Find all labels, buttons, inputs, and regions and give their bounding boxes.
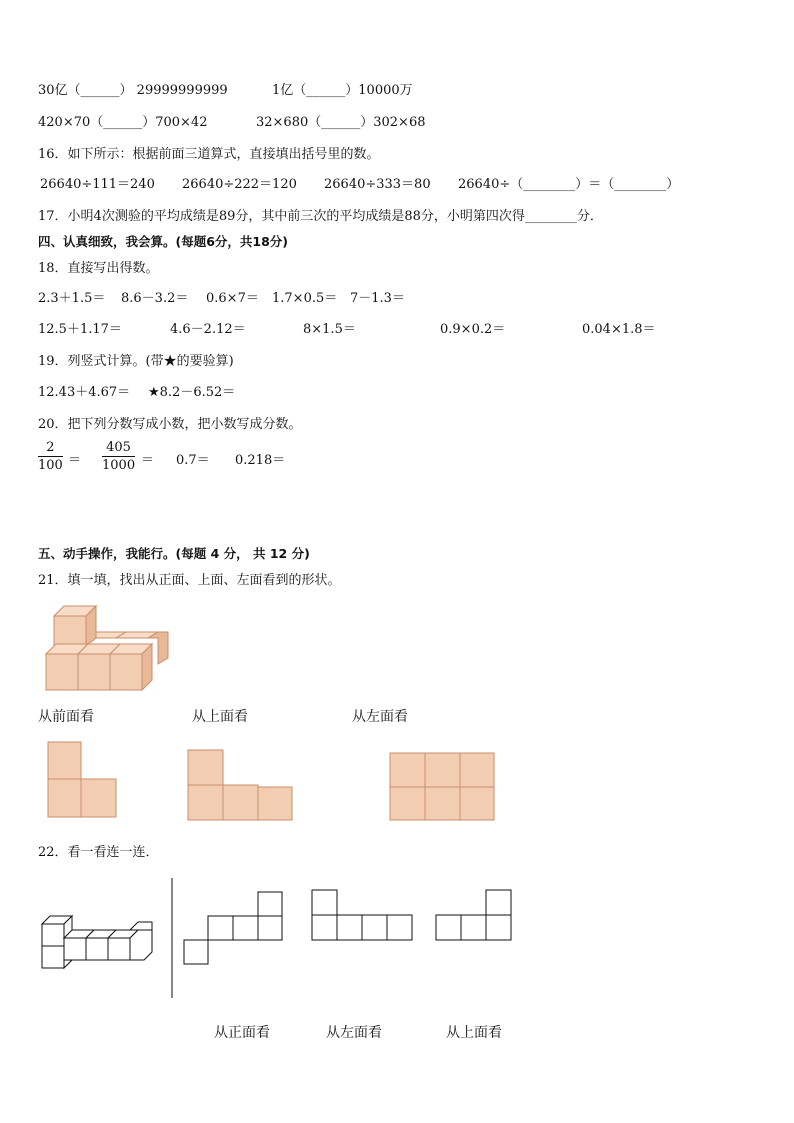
q22-view-shape-2 — [310, 888, 416, 944]
q18-r2-5: 0.04×1.8＝ — [582, 322, 656, 337]
q22-view-shape-3 — [434, 888, 516, 944]
q18-r2-2: 4.6－2.12＝ — [170, 322, 246, 337]
q18-r1-1: 2.3＋1.5＝ — [38, 291, 106, 306]
q20-frac2-numerator: 405 — [102, 440, 135, 457]
q16-item-1: 26640÷111＝240 — [40, 177, 155, 192]
q22-cube-figure — [38, 910, 156, 972]
q18-r2-3: 8×1.5＝ — [303, 322, 356, 337]
q18-r1-5: 7－1.3＝ — [350, 291, 405, 306]
q22-view-shape-1 — [182, 890, 286, 968]
q21-view-top-shape — [186, 748, 296, 822]
q18-r2-4: 0.9×0.2＝ — [440, 322, 506, 337]
q16-item-3: 26640÷333＝80 — [324, 177, 431, 192]
q20-frac1-equals: ＝ — [68, 453, 82, 468]
q19-prompt: 19．列竖式计算。(带★的要验算) — [38, 354, 234, 369]
q18-r2-1: 12.5＋1.17＝ — [38, 322, 122, 337]
q22-label-top: 从上面看 — [446, 1025, 502, 1041]
q20-prompt: 20．把下列分数写成小数，把小数写成分数。 — [38, 417, 302, 432]
q22-label-left: 从左面看 — [326, 1025, 382, 1041]
q22-divider-line — [170, 878, 174, 1000]
q18-r1-3: 0.6×7＝ — [206, 291, 259, 306]
q21-label-top: 从上面看 — [192, 709, 248, 725]
q16-item-2: 26640÷222＝120 — [182, 177, 297, 192]
q17-prompt: 17．小明4次测验的平均成绩是89分，其中前三次的平均成绩是88分，小明第四次得________分． — [38, 209, 603, 224]
q20-fraction-2 — [102, 440, 135, 473]
q20-frac1-numerator: 2 — [38, 440, 63, 457]
q18-prompt: 18．直接写出得数。 — [38, 261, 159, 276]
q15-row1-left: 30亿（______） 29999999999 — [38, 83, 228, 98]
q20-frac1-denominator: 100 — [38, 458, 63, 473]
q16-prompt: 16．如下所示：根据前面三道算式，直接填出括号里的数。 — [38, 147, 380, 162]
q20-item-decimal-2: 0.218＝ — [235, 453, 286, 468]
q21-label-front: 从前面看 — [38, 709, 94, 725]
q18-r1-2: 8.6－3.2＝ — [121, 291, 189, 306]
section4-title: 四、认真细致，我会算。(每题6分，共18分) — [38, 234, 289, 249]
q21-prompt: 21．填一填，找出从正面、上面、左面看到的形状。 — [38, 573, 341, 588]
q15-row2-right: 32×680（______）302×68 — [256, 115, 426, 130]
q20-fraction-1 — [38, 440, 63, 473]
q19-item-2: ★8.2－6.52＝ — [148, 385, 236, 400]
q22-prompt: 22．看一看连一连． — [38, 845, 159, 860]
q19-item-1: 12.43＋4.67＝ — [38, 385, 131, 400]
q22-label-front: 从正面看 — [214, 1025, 270, 1041]
q21-label-left: 从左面看 — [352, 709, 408, 725]
q20-frac2-equals: ＝ — [141, 453, 155, 468]
q21-cube-stack-figure — [40, 598, 172, 694]
q21-view-left-shape — [388, 751, 498, 823]
q15-row1-right: 1亿（______）10000万 — [272, 83, 413, 98]
q15-row2-left: 420×70（______）700×42 — [38, 115, 208, 130]
q20-frac2-denominator: 1000 — [102, 458, 136, 473]
q16-item-4: 26640÷（________）＝（________） — [458, 177, 680, 192]
q21-view-front-shape — [46, 740, 120, 820]
q20-item-decimal-1: 0.7＝ — [176, 453, 210, 468]
q18-r1-4: 1.7×0.5＝ — [272, 291, 338, 306]
section5-title: 五、动手操作，我能行。(每题 4 分， 共 12 分) — [38, 546, 310, 561]
